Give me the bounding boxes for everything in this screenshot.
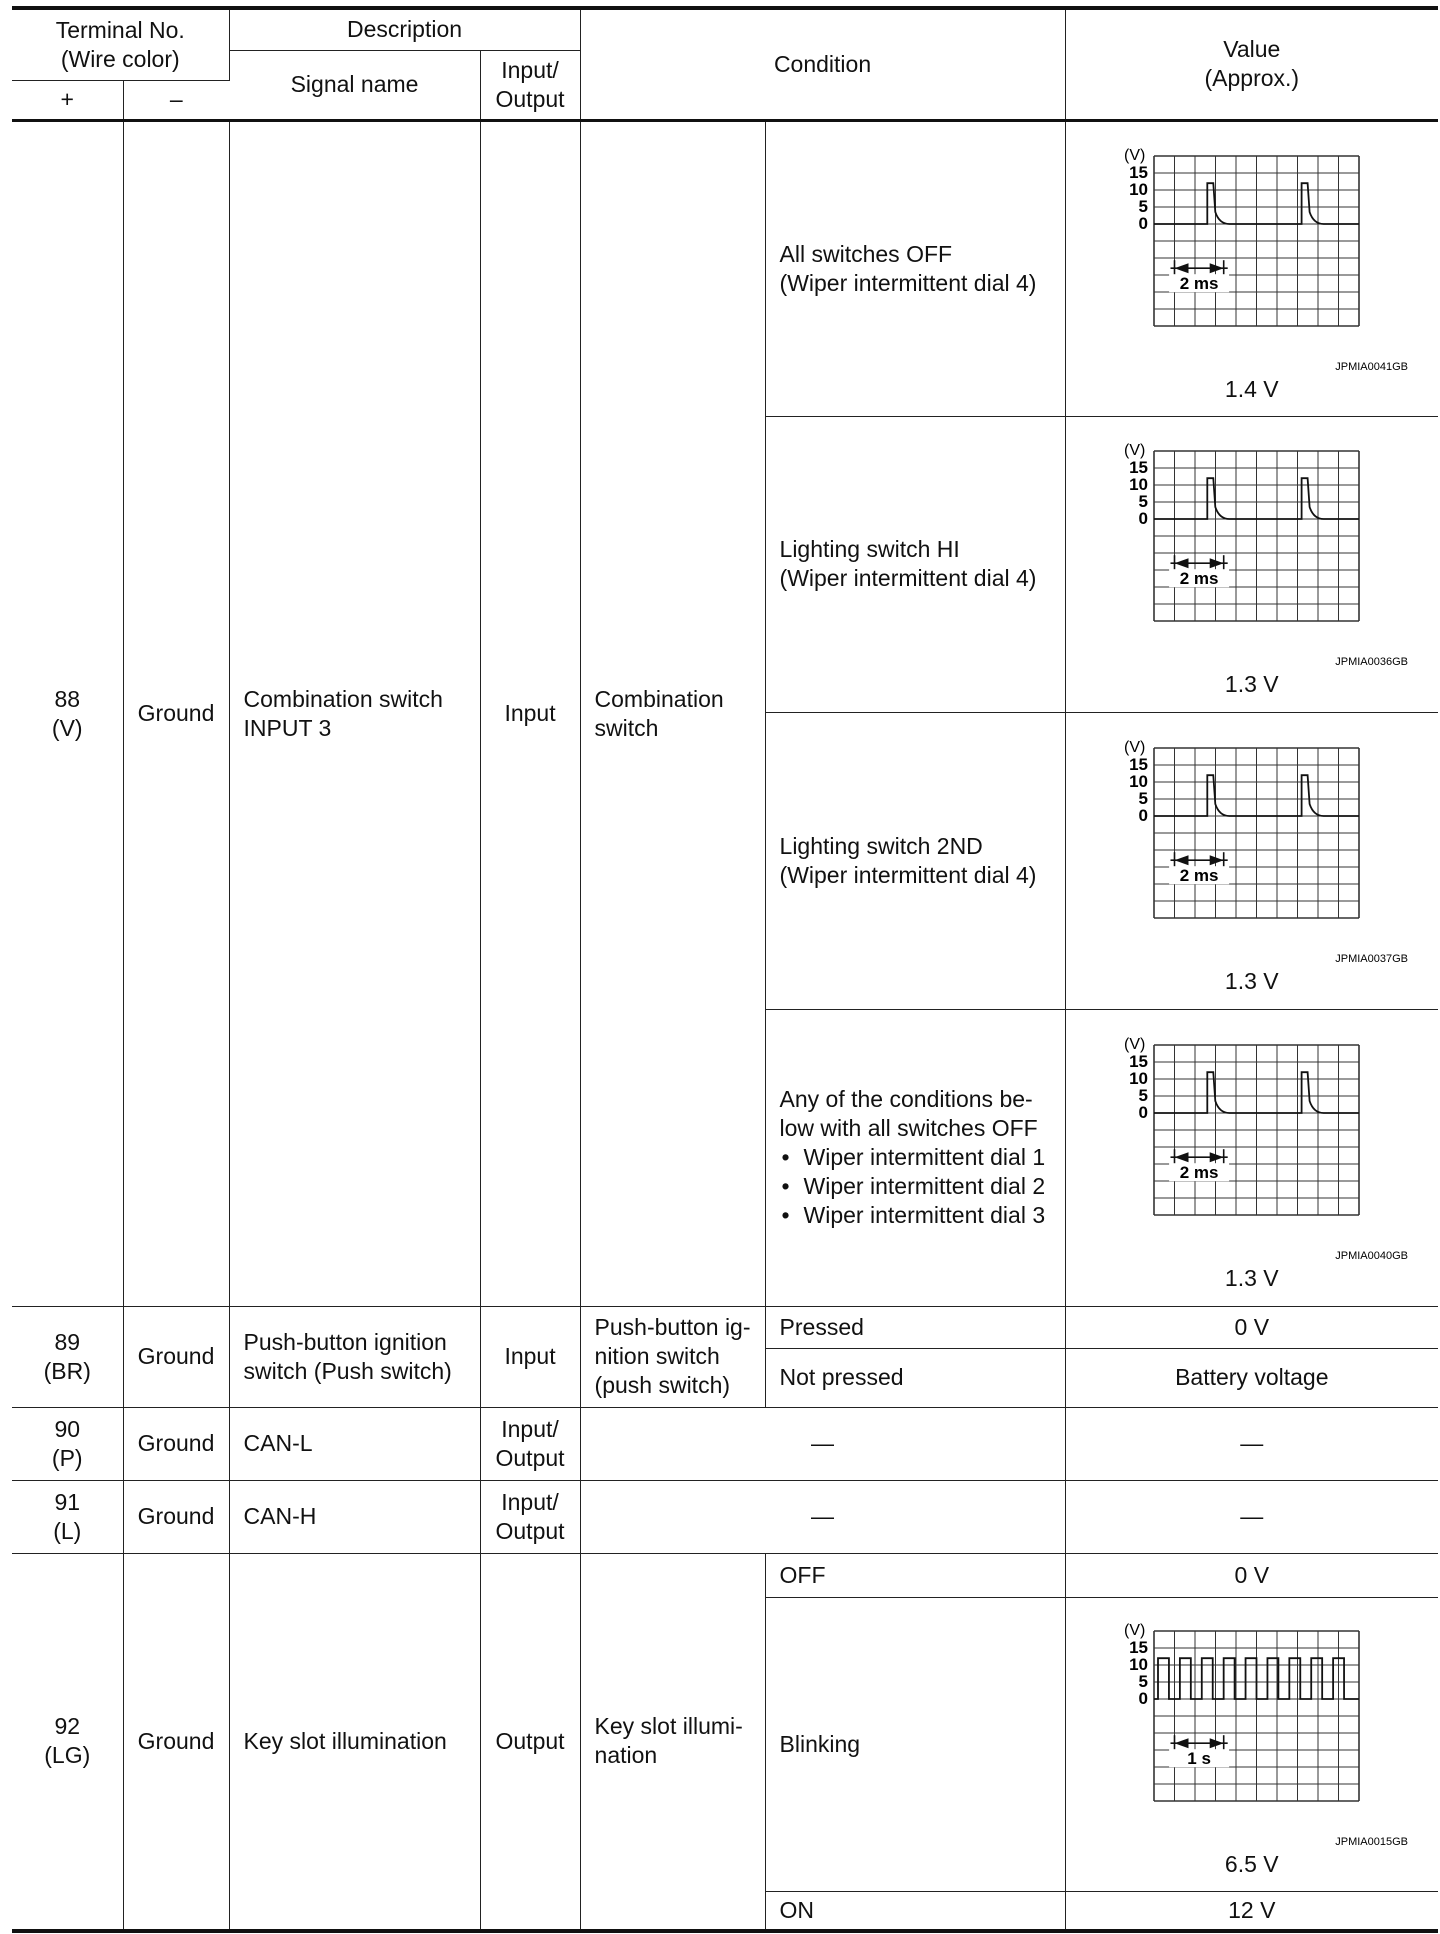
y-tick-label: 0 — [1138, 213, 1148, 233]
condition-blinking: Blinking — [765, 1597, 1065, 1891]
y-axis-unit: (V) — [1123, 442, 1146, 459]
time-scale-arrow — [1209, 1738, 1223, 1748]
header-value: Value (Approx.) — [1065, 8, 1438, 120]
terminal-89-io: Input — [480, 1306, 580, 1407]
terminal-91-condition: — — [580, 1480, 1065, 1553]
waveform-value: 1.3 V — [1224, 967, 1279, 994]
bullet-item: • Wiper intermittent dial 3 — [780, 1201, 1051, 1230]
figure-code: JPMIA0037GB — [1335, 952, 1408, 965]
y-tick-label: 5 — [1138, 196, 1148, 216]
time-scale-arrow — [1174, 558, 1188, 568]
value-pressed: 0 V — [1065, 1306, 1438, 1348]
value-cell — [1065, 120, 1438, 416]
oscilloscope-graph — [1092, 726, 1412, 970]
header-condition: Condition — [580, 8, 1065, 120]
y-tick-label: 15 — [1128, 162, 1148, 182]
header-terminal-no: Terminal No. (Wire color) — [12, 8, 229, 80]
terminal-92-condition-group: Key slot illumi- nation — [580, 1553, 765, 1931]
bullet-item: • Wiper intermittent dial 2 — [780, 1172, 1051, 1201]
y-axis-unit: (V) — [1123, 1622, 1146, 1639]
time-scale-arrow — [1174, 263, 1188, 273]
terminal-92: 92 (LG) — [12, 1553, 123, 1931]
terminal-88-ground: Ground — [123, 120, 229, 1306]
condition-intermittent-dial — [765, 1009, 1065, 1306]
y-tick-label: 0 — [1138, 805, 1148, 825]
header-minus: – — [123, 80, 229, 120]
bullet-item: • Wiper intermittent dial 1 — [780, 1143, 1051, 1172]
y-tick-label: 10 — [1128, 179, 1148, 199]
terminal-92-signal: Key slot illumination — [229, 1553, 480, 1931]
waveform-trace — [1154, 1658, 1359, 1699]
terminal-88-io: Input — [480, 120, 580, 1306]
header-plus: + — [12, 80, 123, 120]
condition-off: OFF — [765, 1553, 1065, 1597]
terminal-92-ground: Ground — [123, 1553, 229, 1931]
terminal-91-ground: Ground — [123, 1480, 229, 1553]
waveform-value: 6.5 V — [1224, 1851, 1279, 1877]
y-tick-label: 0 — [1138, 1689, 1148, 1708]
value-cell — [1065, 416, 1438, 712]
y-axis-unit: (V) — [1123, 146, 1146, 164]
waveform-value: 1.3 V — [1224, 671, 1279, 697]
condition-pressed: Pressed — [765, 1306, 1065, 1348]
terminal-89: 89 (BR) — [12, 1306, 123, 1407]
time-scale-arrow — [1209, 263, 1223, 273]
terminal-90-signal: CAN-L — [229, 1407, 480, 1480]
terminal-88-signal: Combination switch INPUT 3 — [229, 120, 480, 1306]
y-tick-label: 10 — [1128, 1068, 1148, 1088]
y-tick-label: 15 — [1128, 1051, 1148, 1071]
waveform-figure — [1066, 429, 1439, 699]
y-axis-unit: (V) — [1123, 1035, 1146, 1053]
time-scale-label: 2 ms — [1179, 865, 1219, 885]
time-scale-arrow — [1209, 1152, 1223, 1162]
y-tick-label: 10 — [1128, 771, 1148, 791]
value-off: 0 V — [1065, 1553, 1438, 1597]
condition-not-pressed: Not pressed — [765, 1348, 1065, 1407]
value-cell — [1065, 1009, 1438, 1306]
waveform-figure — [1066, 1023, 1439, 1293]
condition-lighting-switch-hi: Lighting switch HI (Wiper intermittent dial 4) — [765, 416, 1065, 712]
y-tick-label: 10 — [1128, 1655, 1148, 1674]
value-on: 12 V — [1065, 1891, 1438, 1931]
terminal-90-ground: Ground — [123, 1407, 229, 1480]
time-scale-arrow — [1209, 855, 1223, 865]
value-cell — [1065, 1597, 1438, 1891]
waveform-figure — [1066, 1609, 1439, 1879]
figure-code: JPMIA0015GB — [1335, 1836, 1408, 1848]
waveform-value: 1.4 V — [1224, 375, 1279, 402]
y-tick-label: 15 — [1128, 1638, 1148, 1657]
y-axis-unit: (V) — [1123, 738, 1146, 756]
y-tick-label: 0 — [1138, 1102, 1148, 1122]
value-not-pressed: Battery voltage — [1065, 1348, 1438, 1407]
terminal-spec-table — [12, 6, 1438, 1933]
figure-code: JPMIA0040GB — [1335, 1249, 1408, 1262]
figure-code: JPMIA0041GB — [1335, 360, 1408, 373]
y-tick-label: 0 — [1138, 509, 1148, 528]
figure-code: JPMIA0036GB — [1335, 656, 1408, 668]
terminal-90: 90 (P) — [12, 1407, 123, 1480]
time-scale-arrow — [1174, 1152, 1188, 1162]
terminal-89-ground: Ground — [123, 1306, 229, 1407]
terminal-91: 91 (L) — [12, 1480, 123, 1553]
y-tick-label: 5 — [1138, 492, 1148, 511]
terminal-91-io: Input/ Output — [480, 1480, 580, 1553]
header-signal-name: Signal name — [229, 50, 480, 120]
terminal-92-io: Output — [480, 1553, 580, 1931]
condition-on: ON — [765, 1891, 1065, 1931]
oscilloscope-graph — [1092, 1609, 1412, 1853]
waveform-figure — [1066, 134, 1439, 404]
oscilloscope-graph — [1092, 134, 1412, 378]
terminal-89-signal: Push-button ignition switch (Push switch) — [229, 1306, 480, 1407]
terminal-88: 88 (V) — [12, 120, 123, 1306]
terminal-91-signal: CAN-H — [229, 1480, 480, 1553]
terminal-90-condition: — — [580, 1407, 1065, 1480]
y-tick-label: 5 — [1138, 788, 1148, 808]
y-tick-label: 15 — [1128, 754, 1148, 774]
oscilloscope-graph — [1092, 1023, 1412, 1267]
header-input-output: Input/ Output — [480, 50, 580, 120]
condition-intro: Any of the conditions be- low with all switches OFF — [779, 1086, 1038, 1141]
terminal-88-condition-group: Combination switch — [580, 120, 765, 1306]
y-tick-label: 5 — [1138, 1672, 1148, 1691]
y-tick-label: 15 — [1128, 458, 1148, 477]
time-scale-label: 2 ms — [1179, 1162, 1219, 1182]
oscilloscope-graph — [1092, 429, 1412, 673]
terminal-91-value: — — [1065, 1480, 1438, 1553]
time-scale-arrow — [1174, 855, 1188, 865]
time-scale-label: 2 ms — [1179, 569, 1219, 589]
terminal-89-condition-group: Push-button ig- nition switch (push switch) — [580, 1306, 765, 1407]
condition-lighting-switch-2nd: Lighting switch 2ND (Wiper intermittent dial 4) — [765, 712, 1065, 1009]
time-scale-label: 2 ms — [1179, 273, 1219, 293]
waveform-figure — [1066, 726, 1439, 996]
condition-all-switches-off: All switches OFF (Wiper intermittent dial 4) — [765, 120, 1065, 416]
terminal-90-value: — — [1065, 1407, 1438, 1480]
time-scale-arrow — [1209, 558, 1223, 568]
y-tick-label: 10 — [1128, 475, 1148, 494]
header-description: Description — [229, 8, 580, 50]
time-scale-arrow — [1174, 1738, 1188, 1748]
terminal-90-io: Input/ Output — [480, 1407, 580, 1480]
waveform-value: 1.3 V — [1224, 1264, 1279, 1291]
time-scale-label: 1 s — [1187, 1749, 1211, 1769]
y-tick-label: 5 — [1138, 1085, 1148, 1105]
value-cell — [1065, 712, 1438, 1009]
